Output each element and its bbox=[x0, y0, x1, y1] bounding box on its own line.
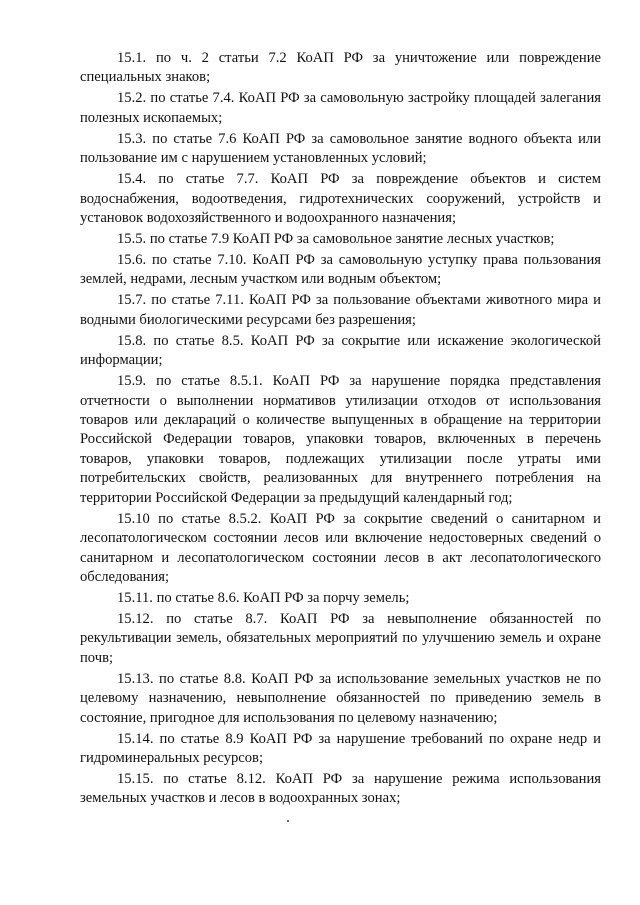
paragraph-15-15: 15.15. по статье 8.12. КоАП РФ за нарушение режима использования земельных участков и лесов в водоохранных зонах; bbox=[80, 770, 601, 807]
paragraph-15-1: 15.1. по ч. 2 статьи 7.2 КоАП РФ за уничтожение или повреждение специальных знаков; bbox=[80, 50, 601, 86]
document-body bbox=[80, 49, 601, 810]
paragraph-15-13: 15.13. по статье 8.8. КоАП РФ за использование земельных участков не по целевому назначению, невыполнение обязанностей по приведению земель в состояние, пригодное для использования по целевому назначению; bbox=[80, 670, 601, 726]
paragraph-15-9: 15.9. по статье 8.5.1. КоАП РФ за нарушение порядка представления отчетности о выполнении нормативов утилизации отходов от использования товаров или деклараций о количестве выпущенных в обращение на территории Российской Федерации товаров, упаковки товаров, включенных в перечень товаров, упаковки товаров, подлежащих утилизации после утраты ими потребительских свойств, реализованных для внутреннего потребления на территории Российской Федерации за предыдущий календарный год; bbox=[80, 373, 601, 506]
paragraph-15-3: 15.3. по статье 7.6 КоАП РФ за самовольное занятие водного объекта или пользование им с нарушением установленных условий; bbox=[80, 130, 601, 167]
paragraph-15-14: 15.14. по статье 8.9 КоАП РФ за нарушение требований по охране недр и гидроминеральных ресурсов; bbox=[80, 730, 601, 766]
paragraph-15-11: 15.11. по статье 8.6. КоАП РФ за порчу земель; bbox=[117, 589, 410, 606]
paragraph-15-5: 15.5. по статье 7.9 КоАП РФ за самовольное занятие лесных участков; bbox=[117, 231, 555, 248]
paragraph-15-2: 15.2. по статье 7.4. КоАП РФ за самовольную застройку площадей залегания полезных ископаемых; bbox=[80, 90, 601, 126]
paragraph-15-7: 15.7. по статье 7.11. КоАП РФ за пользование объектами животного мира и водными биологическими ресурсами без разрешения; bbox=[80, 292, 601, 328]
paragraph-15-10: 15.10 по статье 8.5.2. КоАП РФ за сокрытие сведений о санитарном и лесопатологическом состоянии лесов или включение недостоверных сведений о санитарном и лесопатологическом состоянии лесов в акт лесопатологического обследования; bbox=[80, 510, 601, 585]
paragraph-15-6: 15.6. по статье 7.10. КоАП РФ за самовольную уступку права пользования землей, недрами, лесным участком или водным объектом; bbox=[80, 252, 601, 288]
paragraph-15-12: 15.12. по статье 8.7. КоАП РФ за невыполнение обязанностей по рекультивации земель, обязательных мероприятий по улучшению земель и охране почв; bbox=[80, 610, 601, 666]
scan-speck bbox=[287, 820, 289, 822]
paragraph-15-4: 15.4. по статье 7.7. КоАП РФ за повреждение объектов и систем водоснабжения, водоотведения, гидротехнических сооружений, устройств и установок водохозяйственного и водоохранного назначения; bbox=[80, 171, 601, 227]
paragraph-15-8: 15.8. по статье 8.5. КоАП РФ за сокрытие или искажение экологической информации; bbox=[80, 332, 601, 369]
